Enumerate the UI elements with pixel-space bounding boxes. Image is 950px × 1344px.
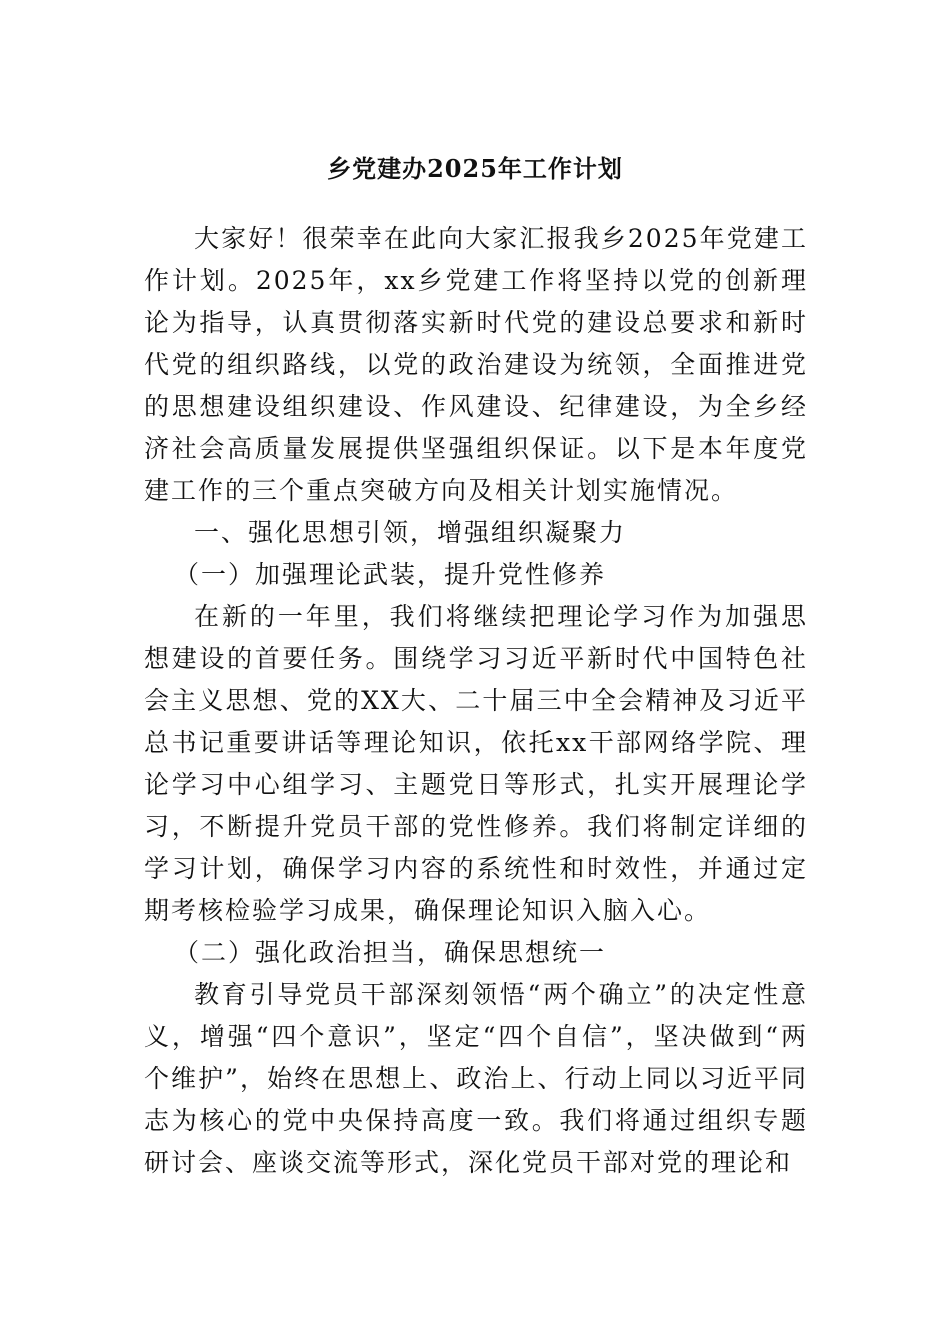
subsection-heading-1-1: （一）加强理论武装，提升党性修养	[174, 560, 607, 589]
document-body	[144, 218, 808, 1184]
body-paragraph-theory-study: 在新的一年里，我们将继续把理论学习作为加强思想建设的首要任务。围绕学习习近平新时代中国特色社会主义思想、党的XX大、二十届三中全会精神及习近平总书记重要讲话等理论知识，依托xx干部网络学院、理论学习中心组学习、主题党日等形式，扎实开展理论学习，不断提升党员干部的党性修养。我们将制定详细的学习计划，确保学习内容的系统性和时效性，并通过定期考核检验学习成果，确保理论知识入脑入心。	[144, 602, 808, 925]
body-paragraph-political-duty: 教育引导党员干部深刻领悟“两个确立”的决定性意义，增强“四个意识”，坚定“四个自信”，坚决做到“两个维护”，始终在思想上、政治上、行动上同以习近平同志为核心的党中央保持高度一致。我们将通过组织专题研讨会、座谈交流等形式，深化党员干部对党的理论和	[144, 980, 808, 1177]
intro-paragraph: 大家好！很荣幸在此向大家汇报我乡2025年党建工作计划。2025年，xx乡党建工作将坚持以党的创新理论为指导，认真贯彻落实新时代党的建设总要求和新时代党的组织路线，以党的政治建设为统领，全面推进党的思想建设组织建设、作风建设、纪律建设，为全乡经济社会高质量发展提供坚强组织保证。以下是本年度党建工作的三个重点突破方向及相关计划实施情况。	[144, 224, 808, 505]
document-title: 乡党建办2025年工作计划	[327, 154, 623, 183]
section-heading-1: 一、强化思想引领，增强组织凝聚力	[194, 518, 627, 547]
subsection-heading-1-2: （二）强化政治担当，确保思想统一	[174, 938, 607, 967]
